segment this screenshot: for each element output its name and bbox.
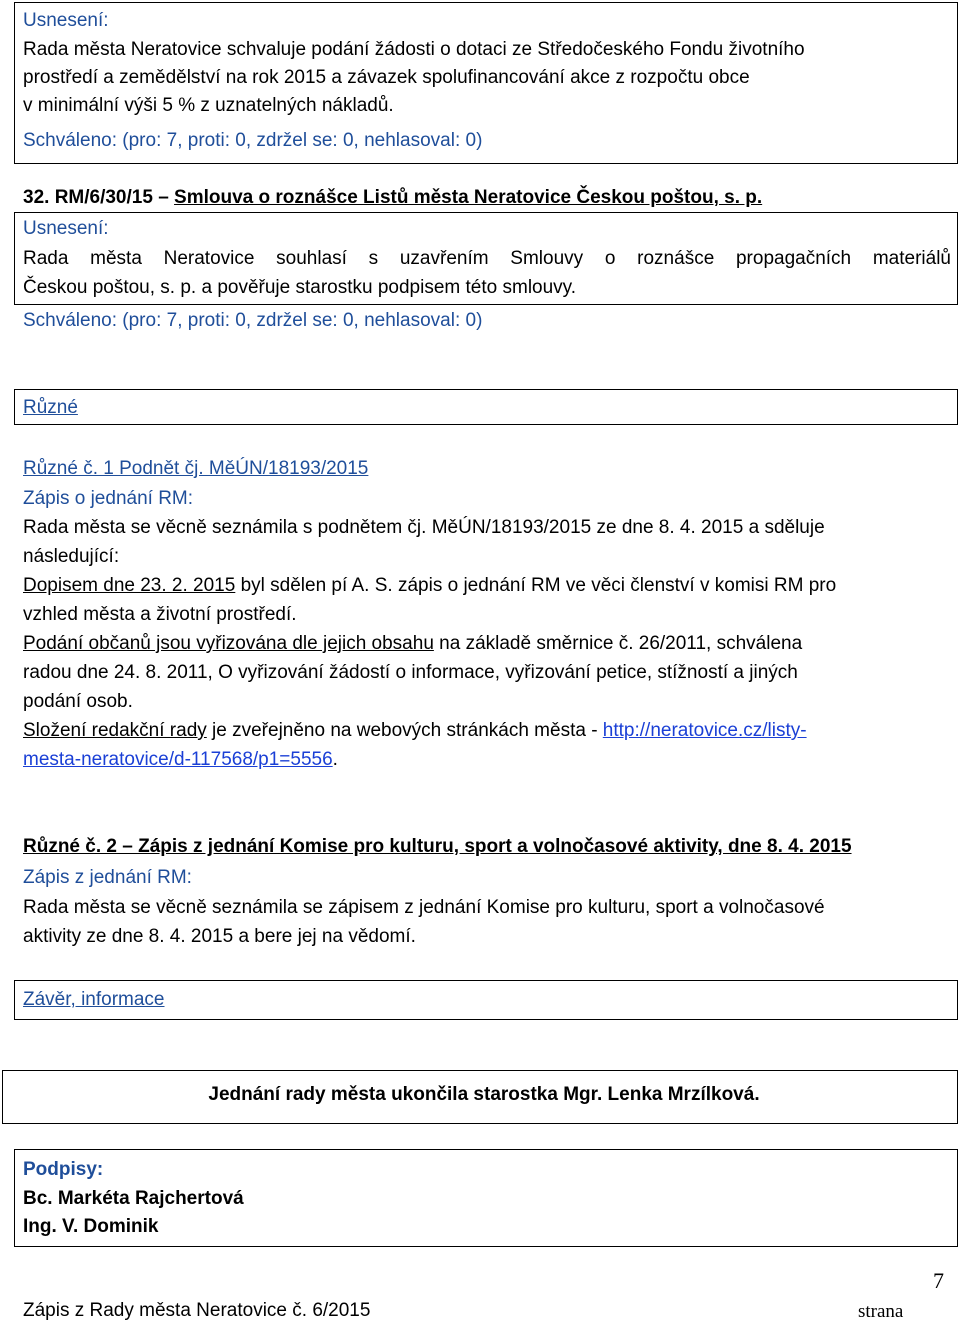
resolution-text-line-1: Rada města Neratovice souhlasí s uzavřením Smlouvy o roznášce propagačních materiálů [23, 248, 951, 269]
signatory-name: Bc. Markéta Rajchertová [23, 1188, 244, 1209]
ruzne-1-line-9 [23, 745, 338, 774]
section-label-zaver: Závěr, informace [23, 989, 165, 1010]
ruzne-2-subject: – Zápis z jednání Komise pro kulturu, sport a volnočasové aktivity, dne 8. 4. 2015 [116, 836, 852, 857]
section-header-ruzne [14, 389, 958, 425]
ruzne-1-title: Různé č. 1 Podnět čj. MěÚN/18193/2015 [23, 458, 369, 479]
ruzne-1-line-2: následující: [23, 546, 120, 567]
ruzne-1-line-4: vzhled města a životní prostředí. [23, 604, 297, 625]
text: je zveřejněno na webových stránkách města - [206, 720, 603, 741]
text: . [332, 749, 338, 770]
footer-title: Zápis z Rady města Neratovice č. 6/2015 [23, 1300, 371, 1321]
signatory-name: Ing. V. Dominik [23, 1216, 159, 1237]
ruzne-2-line-1: Rada města se věcně seznámila se zápisem z jednání Komise pro kulturu, sport a volnočasové [23, 897, 825, 918]
ruzne-1-line-1: Rada města se věcně seznámila s podnětem čj. MěÚN/18193/2015 ze dne 8. 4. 2015 a sděluje [23, 517, 825, 538]
resolution-heading: Usnesení: [23, 218, 109, 239]
underlined-text: Dopisem dne 23. 2. 2015 [23, 575, 236, 596]
footer-strana-label: strana [858, 1301, 904, 1322]
ruzne-2-prefix: Různé č. 2 [23, 836, 117, 857]
signatures-heading: Podpisy: [23, 1159, 104, 1180]
page-number: 7 [933, 1268, 944, 1293]
item-32-title [23, 183, 762, 212]
section-label-ruzne: Různé [23, 397, 78, 418]
vote-result: Schváleno: (pro: 7, proti: 0, zdržel se: 0, nehlasoval: 0) [23, 310, 483, 331]
ruzne-1-line-5 [23, 629, 802, 658]
website-link[interactable]: http://neratovice.cz/listy- [602, 720, 807, 741]
resolution-text-line-1: Rada města Neratovice schvaluje podání žádosti o dotaci ze Středočeského Fondu životního [23, 39, 805, 60]
ruzne-2-title [23, 832, 852, 861]
ruzne-1-line-7: podání osob. [23, 691, 133, 712]
resolution-text-line-2: Českou poštou, s. p. a pověřuje starostku podpisem této smlouvy. [23, 277, 577, 298]
ruzne-1-line-8 [23, 716, 807, 745]
ruzne-2-line-2: aktivity ze dne 8. 4. 2015 a bere jej na vědomí. [23, 926, 416, 947]
resolution-text-line-2: prostředí a zemědělství na rok 2015 a závazek spolufinancování akce z rozpočtu obce [23, 67, 750, 88]
vote-result: Schváleno: (pro: 7, proti: 0, zdržel se: 0, nehlasoval: 0) [23, 130, 483, 151]
text: na základě směrnice č. 26/2011, schválena [433, 633, 803, 654]
resolution-heading: Usnesení: [23, 10, 109, 31]
underlined-text: Složení redakční rady [23, 720, 207, 741]
closing-statement: Jednání rady města ukončila starostka Mgr. Lenka Mrzílková. [208, 1084, 760, 1105]
item-32-dash: – [152, 187, 175, 208]
underlined-text: Podání občanů jsou vyřizována dle jejich obsahu [23, 633, 434, 654]
ruzne-1-line-3 [23, 571, 836, 600]
item-32-subject: Smlouva o roznášce Listů města Neratovice Českou poštou, s. p. [174, 187, 763, 208]
minutes-heading: Zápis z jednání RM: [23, 867, 192, 888]
item-32-number: 32. RM/6/30/15 [23, 187, 153, 208]
website-link[interactable]: mesta-neratovice/d-117568/p1=5556 [23, 749, 333, 770]
text: byl sdělen pí A. S. zápis o jednání RM ve věci členství v komisi RM pro [235, 575, 837, 596]
minutes-heading: Zápis o jednání RM: [23, 488, 194, 509]
resolution-text-line-3: v minimální výši 5 % z uznatelných nákladů. [23, 95, 394, 116]
ruzne-1-line-6: radou dne 24. 8. 2011, O vyřizování žádostí o informace, vyřizování petice, stížností a jiných [23, 662, 798, 683]
